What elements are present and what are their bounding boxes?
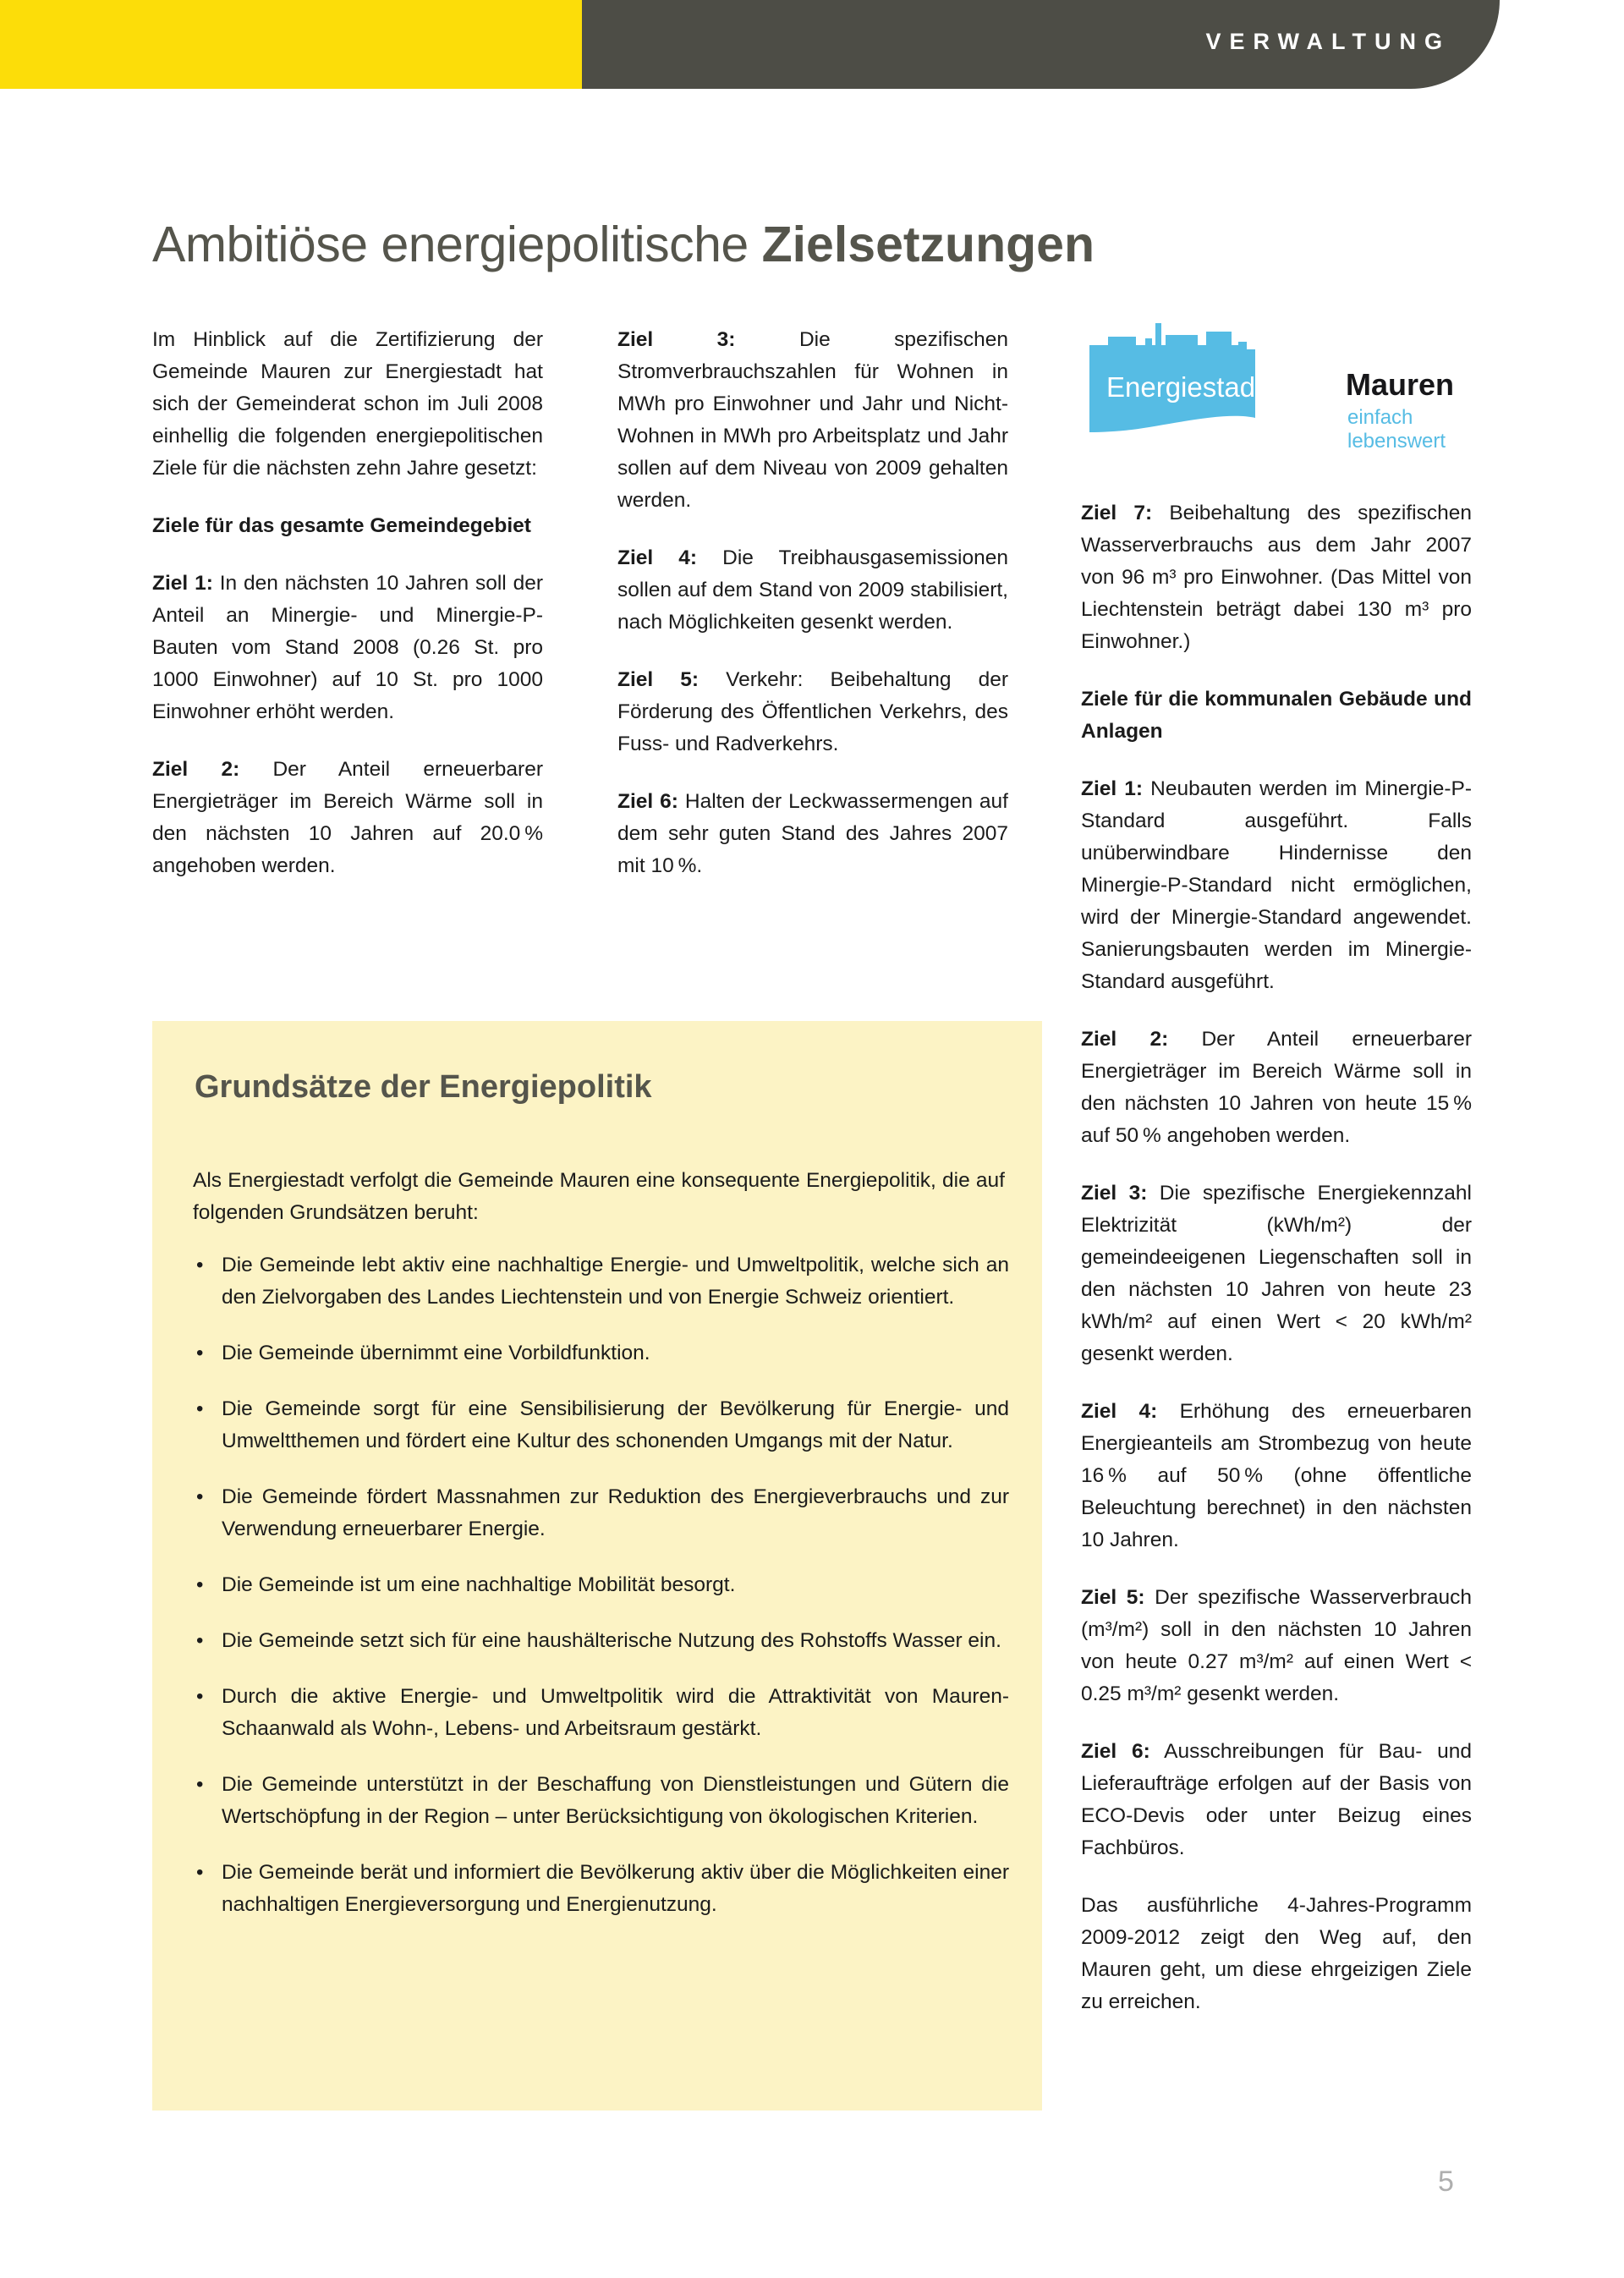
page-title: [152, 216, 1095, 273]
goal-5-label: Ziel 5:: [617, 668, 700, 691]
energiestadt-logo: [1089, 323, 1495, 453]
panel-bullet-item: • Durch die aktive Energie- und Umweltpolitik wird die Attraktivität von Mauren-Schaanwald als Wohn-, Lebens- und Arbeitsraum gestärkt.: [193, 1681, 1009, 1745]
goal-5-text: Verkehr: Beibehaltung der Förderung des Öffentlichen Verkehrs, des Fuss- und Radverkehrs.: [617, 668, 1008, 755]
goal-7-paragraph: [1081, 497, 1472, 658]
kommunal-goal-3-paragraph: [1081, 1177, 1472, 1370]
logo-municipality: Mauren: [1346, 367, 1455, 402]
subheading-gemeindegebiet: Ziele für das gesamte Gemeindegebiet: [152, 514, 531, 537]
kommunal-goal-6-paragraph: [1081, 1736, 1472, 1864]
text-column-3: [1081, 497, 1472, 2018]
intro-paragraph: Im Hinblick auf die Zertifizierung der Gemeinde Mauren zur Energiestadt hat sich der Gemeinderat schon im Juli 2008 einhellig die folgenden energiepolitischen Ziele für die nächsten zehn Jahre gesetzt:: [152, 328, 543, 480]
kommunal-goal-3-label: Ziel 3:: [1081, 1182, 1148, 1205]
panel-bullet-item: • Die Gemeinde übernimmt eine Vorbildfunktion.: [193, 1337, 1009, 1370]
panel-title: Grundsätze der Energiepolitik: [195, 1069, 652, 1105]
panel-intro-text: Als Energiestadt verfolgt die Gemeinde Mauren eine konsequente Energiepolitik, die auf folgenden Grundsätzen beruht:: [193, 1169, 1005, 1224]
goal-2-text: Der Anteil erneuerbarer Energieträger im Bereich Wärme soll in den nächsten 10 Jahren auf 20.0 % angehoben werden.: [152, 758, 543, 877]
header-dark-block: [582, 0, 1500, 89]
kommunal-goal-2-paragraph: [1081, 1024, 1472, 1152]
text-column-2: [617, 324, 1008, 882]
goal-6-paragraph: [617, 786, 1008, 882]
kommunal-goal-3-text: Die spezifische Energiekennzahl Elektrizität (kWh/m²) der gemeindeeigenen Liegenschaften soll in den nächsten 10 Jahren von heute 23 kWh/m² auf einen Wert < 20 kWh/m² gesenkt werden.: [1081, 1182, 1472, 1365]
goal-1-label: Ziel 1:: [152, 572, 213, 595]
goal-2-label: Ziel 2:: [152, 758, 240, 781]
page-title-light: Ambitiöse energiepolitische: [152, 216, 762, 272]
kommunal-goal-1-paragraph: [1081, 773, 1472, 998]
kommunal-goal-1-label: Ziel 1:: [1081, 777, 1144, 800]
goal-6-text: Halten der Leckwassermengen auf dem sehr guten Stand des Jahres 2007 mit 10 %.: [617, 790, 1008, 877]
panel-bullet-item: • Die Gemeinde sorgt für eine Sensibilisierung der Bevölkerung für Energie- und Umweltthemen und fördert eine Kultur des schonenden Umgangs mit der Natur.: [193, 1393, 1009, 1457]
kommunal-goal-5-paragraph: [1081, 1582, 1472, 1710]
text-column-1: [152, 324, 543, 882]
kommunal-goal-4-label: Ziel 4:: [1081, 1400, 1158, 1423]
goal-7-label: Ziel 7:: [1081, 502, 1153, 524]
closing-paragraph: Das ausführliche 4-Jahres-Programm 2009-2012 zeigt den Weg auf, den Mauren geht, um diese ehrgeizigen Ziele zu erreichen.: [1081, 1894, 1472, 2013]
page-header: [0, 0, 1624, 89]
kommunal-goal-6-text: Ausschreibungen für Bau- und Lieferaufträge erfolgen auf der Basis von ECO-Devis oder unter Beizug eines Fachbüros.: [1081, 1740, 1473, 1859]
panel-bullet-item: • Die Gemeinde setzt sich für eine haushälterische Nutzung des Rohstoffs Wasser ein.: [193, 1625, 1009, 1657]
panel-bullet-list: [193, 1249, 1009, 1945]
subheading-kommunale-gebaeude: Ziele für die kommunalen Gebäude und Anlagen: [1081, 688, 1472, 743]
energiepolitik-panel: [152, 1021, 1042, 2111]
logo-claim: einfach lebenswert: [1347, 406, 1446, 453]
panel-bullet-item: • Die Gemeinde fördert Massnahmen zur Reduktion des Energieverbrauchs und zur Verwendung erneuerbarer Energie.: [193, 1481, 1009, 1545]
header-yellow-block: [0, 0, 584, 89]
goal-3-paragraph: [617, 324, 1008, 517]
goal-5-paragraph: [617, 664, 1008, 760]
panel-bullet-item: • Die Gemeinde unterstützt in der Beschaffung von Dienstleistungen und Gütern die Wertschöpfung in der Region – unter Berücksichtigung von ökologischen Kriterien.: [193, 1769, 1009, 1833]
kommunal-goal-2-text: Der Anteil erneuerbarer Energieträger im Bereich Wärme soll in den nächsten 10 Jahren von heute 15 % auf 50 % angehoben werden.: [1081, 1028, 1472, 1147]
goal-4-text: Die Treibhausgasemissionen sollen auf dem Stand von 2009 stabilisiert, nach Möglichkeiten gesenkt werden.: [617, 546, 1008, 634]
goal-7-text: Beibehaltung des spezifischen Wasserverbrauchs aus dem Jahr 2007 von 96 m³ pro Einwohner. (Das Mittel von Liechtenstein beträgt dabei 130 m³ pro Einwohner.): [1081, 502, 1472, 653]
page-number: 5: [1438, 2165, 1454, 2198]
kommunal-goal-4-paragraph: [1081, 1396, 1472, 1556]
section-label: VERWALTUNG: [1205, 29, 1451, 54]
goal-4-label: Ziel 4:: [617, 546, 698, 569]
kommunal-goal-5-text: Der spezifische Wasserverbrauch (m³/m²) soll in den nächsten 10 Jahren von heute 0.27 m³/m² auf einen Wert < 0.25 m³/m² gesenkt werden.: [1081, 1586, 1473, 1705]
kommunal-goal-4-text: Erhöhung des erneuerbaren Energieanteils am Strombezug von heute 16 % auf 50 % (ohne öffentliche Beleuchtung berechnet) in den nächsten 10 Jahren.: [1081, 1400, 1472, 1551]
goal-1-paragraph: [152, 568, 543, 728]
kommunal-goal-2-label: Ziel 2:: [1081, 1028, 1169, 1051]
kommunal-goal-5-label: Ziel 5:: [1081, 1586, 1145, 1609]
goal-4-paragraph: [617, 542, 1008, 639]
panel-bullet-item: • Die Gemeinde berät und informiert die Bevölkerung aktiv über die Möglichkeiten einer nachhaltigen Energieversorgung und Energienutzung.: [193, 1857, 1009, 1921]
kommunal-goal-1-text: Neubauten werden im Minergie-P-Standard ausgeführt. Falls unüberwindbare Hindernisse den Minergie-P-Standard nicht ermöglichen, wird der Minergie-Standard angewendet. Sanierungsbauten werden im Minergie-Standard ausgeführt.: [1081, 777, 1473, 993]
goal-2-paragraph: [152, 754, 543, 882]
panel-bullet-item: • Die Gemeinde ist um eine nachhaltige Mobilität besorgt.: [193, 1569, 1009, 1601]
goal-6-label: Ziel 6:: [617, 790, 678, 813]
page-title-bold: Zielsetzungen: [761, 216, 1095, 272]
goal-3-label: Ziel 3:: [617, 328, 736, 351]
logo-energiestadt-word: Energiestadt: [1106, 371, 1264, 403]
panel-bullet-item: • Die Gemeinde lebt aktiv eine nachhaltige Energie- und Umweltpolitik, welche sich an den Zielvorgaben des Landes Liechtenstein und von Energie Schweiz orientiert.: [193, 1249, 1009, 1314]
goal-3-text: Die spezifischen Stromverbrauchszahlen für Wohnen in MWh pro Einwohner und Jahr und Nicht-Wohnen in MWh pro Arbeitsplatz und Jahr sollen auf dem Niveau von 2009 gehalten werden.: [617, 328, 1008, 512]
goal-1-text: In den nächsten 10 Jahren soll der Anteil an Minergie- und Minergie-P-Bauten vom Stand 2008 (0.26 St. pro 1000 Einwohner) auf 10 St. pro 1000 Einwohner erhöht werden.: [152, 572, 543, 723]
kommunal-goal-6-label: Ziel 6:: [1081, 1740, 1150, 1763]
